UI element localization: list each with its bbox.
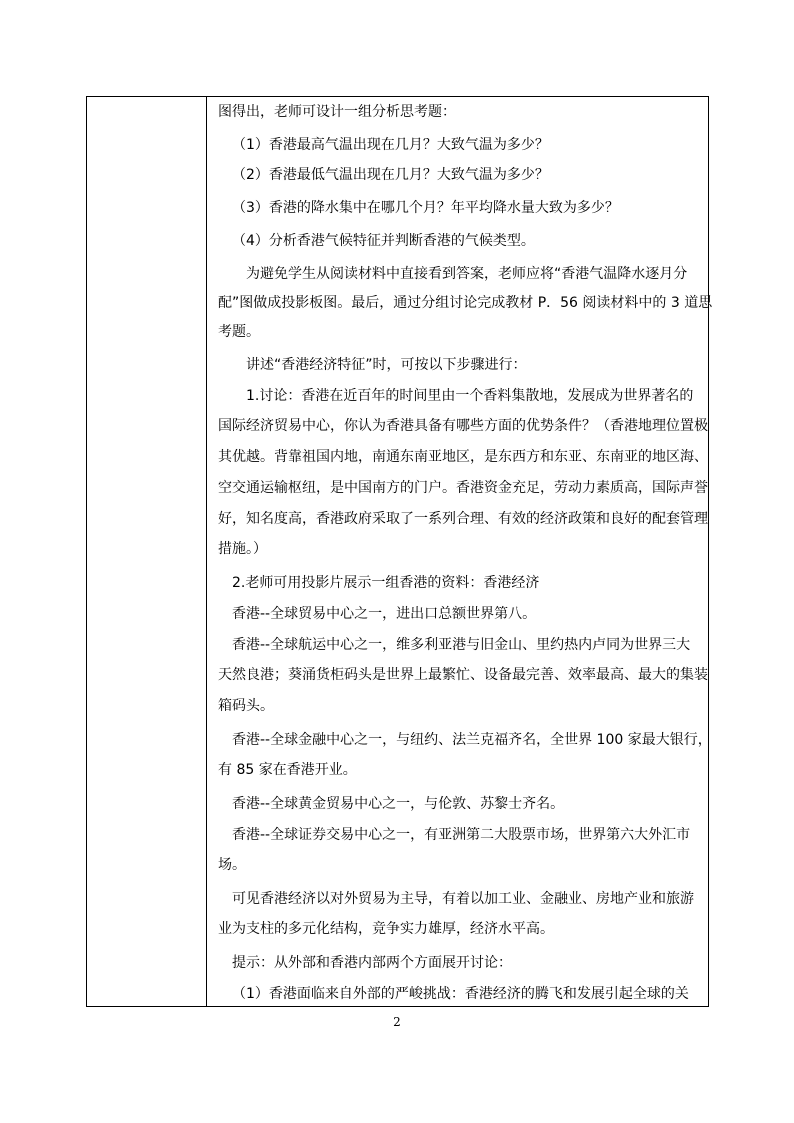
question-line: （3）香港的降水集中在哪几个月？年平均降水量大致为多少？ [232,200,619,216]
paragraph-line: 香港--全球贸易中心之一，进出口总额世界第八。 [232,606,537,622]
paragraph-line: 可见香港经济以对外贸易为主导，有着以加工业、金融业、房地产业和旅游 [232,891,694,907]
paragraph-line: 配”图做成投影板图。最后，通过分组讨论完成教材 P．56 阅读材料中的 3 道思 [218,295,713,311]
paragraph-line: 香港--全球金融中心之一，与纽约、法兰克福齐名，全世界 100 家最大银行， [232,732,712,748]
paragraph-line: 有 85 家在香港开业。 [218,762,357,778]
paragraph-line: （1）香港面临来自外部的严峻挑战：香港经济的腾飞和发展引起全球的关 [232,986,689,1002]
paragraph-line: 国际经济贸易中心，你认为香港具备有哪些方面的优势条件？（香港地理位置极 [218,418,708,434]
paragraph-line: 2.老师可用投影片展示一组香港的资料：香港经济 [232,575,540,591]
question-line: （1）香港最高气温出现在几月？大致气温为多少？ [232,137,549,153]
question-line: （2）香港最低气温出现在几月？大致气温为多少？ [232,167,549,183]
paragraph-line: 天然良港；葵涌货柜码头是世界上最繁忙、设备最完善、效率最高、最大的集装 [218,667,708,683]
paragraph-line: 空交通运输枢纽，是中国南方的门户。香港资金充足，劳动力素质高，国际声誉 [218,480,708,496]
page-number: 2 [393,1015,401,1029]
paragraph-line: 箱码头。 [218,698,274,714]
lesson-table [86,96,713,1007]
left-column-cell [87,97,207,1006]
paragraph-line: 场。 [218,857,246,873]
text-line: 图得出，老师可设计一组分析思考题： [218,104,456,120]
paragraph-line: 讲述“香港经济特征”时，可按以下步骤进行： [246,357,527,373]
paragraph-line: 为避免学生从阅读材料中直接看到答案，老师应将“香港气温降水逐月分 [246,266,688,282]
paragraph-line: 提示：从外部和香港内部两个方面展开讨论： [232,955,512,971]
paragraph-line: 香港--全球航运中心之一，维多利亚港与旧金山、里约热内卢同为世界三大 [232,637,691,653]
paragraph-line: 其优越。背靠祖国内地，南通东南亚地区，是东西方和东亚、东南亚的地区海、 [218,449,708,465]
paragraph-line: 香港--全球证券交易中心之一，有亚洲第二大股票市场，世界第六大外汇市 [232,827,691,843]
paragraph-line: 措施。） [218,541,267,557]
question-line: （4）分析香港气候特征并判断香港的气候类型。 [232,233,535,249]
paragraph-line: 好，知名度高，香港政府采取了一系列合理、有效的经济政策和良好的配套管理 [218,511,708,527]
paragraph-line: 香港--全球黄金贸易中心之一，与伦敦、苏黎士齐名。 [232,796,565,812]
paragraph-line: 业为支柱的多元化结构，竞争实力雄厚，经济水平高。 [218,921,554,937]
paragraph-line: 考题。 [218,324,260,340]
paragraph-line: 1.讨论：香港在近百年的时间里由一个香料集散地，发展成为世界著名的 [246,388,694,404]
